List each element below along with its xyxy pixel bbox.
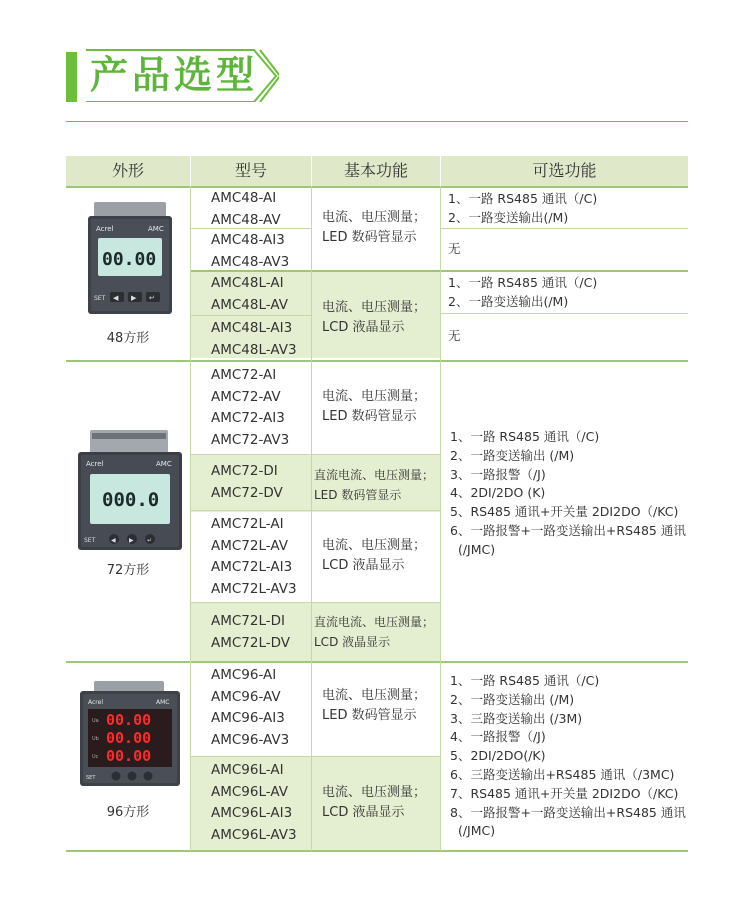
function-72l-a	[322, 536, 440, 576]
model-name: AMC72L-DV	[211, 634, 291, 651]
divider	[441, 228, 688, 229]
model-name: AMC96-AV	[211, 688, 281, 705]
divider	[66, 850, 688, 852]
model-name: AMC96-AI	[211, 667, 277, 683]
model-name: AMC72-AI3	[211, 410, 285, 426]
function-line: LCD 液晶显示	[322, 558, 405, 573]
function-line: LED 数码管显示	[322, 708, 417, 723]
model-name: AMC72L-AI3	[211, 559, 293, 575]
model-name: AMC72-DI	[211, 463, 278, 479]
option-line: 1、一路 RS485 通讯（/C)	[450, 429, 600, 444]
model-name: AMC96L-AI	[211, 762, 284, 778]
model-name: AMC72-DV	[211, 484, 283, 501]
model-name: AMC96L-AV3	[211, 826, 297, 843]
option-line: 无	[448, 328, 461, 343]
model-name: AMC48L-AV3	[211, 341, 297, 358]
function-96	[322, 686, 440, 726]
divider	[66, 661, 688, 663]
models-96l	[211, 760, 311, 846]
model-name: AMC96L-AV	[211, 783, 288, 800]
model-name: AMC48L-AI3	[211, 320, 293, 336]
device-96-led-b: 00.00	[106, 729, 152, 747]
models-48-a	[211, 188, 311, 231]
option-line: 6、三路变送输出+RS485 通讯（/3MC)	[450, 766, 675, 782]
model-name: AMC96-AI3	[211, 710, 285, 726]
option-line: (/JMC)	[450, 541, 496, 557]
model-name: AMC72-AV	[211, 388, 281, 405]
device-48-image	[88, 202, 172, 318]
divider	[66, 186, 688, 188]
function-line: LED 数码管显示	[314, 488, 402, 502]
function-48	[322, 208, 440, 248]
device-48-brand: Acrel	[96, 225, 114, 233]
model-name: AMC96-AV3	[211, 731, 290, 748]
option-line: 4、2DI/2DO (K)	[450, 485, 546, 501]
device-72-set: SET	[84, 537, 96, 544]
function-line: 电流、电压测量；	[322, 538, 427, 553]
option-line: 2、一路变送输出 (/M)	[450, 691, 575, 707]
function-72-b	[314, 465, 440, 505]
option-line: 5、RS485 通讯+开关量 2DI2DO（/KC)	[450, 504, 679, 520]
svg-text:▶: ▶	[129, 537, 134, 544]
option-line: 无	[448, 241, 461, 256]
model-name: AMC48L-AV	[211, 296, 288, 313]
divider	[440, 186, 441, 851]
options-96	[450, 672, 688, 841]
size-label-96: 96方形	[106, 805, 150, 820]
device-96-model: AMC	[156, 699, 170, 706]
options-48l-a	[448, 274, 688, 312]
options-48-a	[448, 190, 688, 228]
svg-text:↵: ↵	[149, 294, 155, 302]
function-line: 电流、电压测量；	[322, 300, 427, 315]
divider	[311, 186, 312, 851]
options-48l-b	[448, 327, 688, 346]
option-line: 2、一路变送输出(/M)	[448, 293, 569, 309]
divider	[191, 602, 440, 603]
model-name: AMC48-AV	[211, 211, 281, 228]
svg-text:↵: ↵	[147, 537, 153, 544]
device-72-image	[78, 430, 182, 554]
option-line: 1、一路 RS485 通讯（/C)	[448, 191, 598, 206]
title-divider	[66, 121, 688, 122]
divider	[190, 186, 191, 851]
model-name: AMC48-AV3	[211, 253, 290, 270]
option-line: (/JMC)	[450, 823, 496, 839]
model-name: AMC72-AV3	[211, 431, 290, 448]
option-line: 3、一路报警（/J)	[450, 466, 546, 482]
model-name: AMC72L-DI	[211, 613, 286, 629]
device-96-image	[80, 681, 180, 790]
function-line: 电流、电压测量；	[322, 688, 427, 703]
models-72-b	[211, 461, 311, 504]
models-48-b	[211, 230, 311, 273]
function-line: 电流、电压测量；	[322, 389, 427, 404]
function-line: LCD 液晶显示	[322, 320, 405, 335]
divider	[191, 510, 440, 511]
header-model: 型号	[191, 156, 311, 186]
device-96-led-c: 00.00	[106, 747, 152, 765]
option-line: 2、一路变送输出(/M)	[448, 209, 569, 225]
selection-table	[66, 156, 688, 851]
options-72	[450, 428, 688, 560]
device-72-lcd-value: 000.0	[102, 489, 160, 511]
divider	[441, 313, 688, 314]
function-line: LED 数码管显示	[322, 230, 417, 245]
function-line: 直流电流、电压测量；	[314, 615, 435, 629]
model-name: AMC96L-AI3	[211, 805, 293, 821]
function-48l	[322, 298, 440, 338]
device-48-set: SET	[94, 295, 106, 302]
function-line: 直流电流、电压测量；	[314, 468, 435, 482]
models-72l-a	[211, 514, 311, 600]
function-line: 电流、电压测量；	[322, 210, 427, 225]
model-name: AMC72-AI	[211, 367, 277, 383]
function-72-a	[322, 387, 440, 427]
device-96-unit-c: Uc	[92, 754, 99, 760]
option-line: 2、一路变送输出 (/M)	[450, 447, 575, 463]
divider	[191, 756, 440, 757]
model-name: AMC72L-AV3	[211, 580, 297, 597]
model-name: AMC72L-AI	[211, 516, 284, 532]
model-name: AMC72L-AV	[211, 537, 288, 554]
header-basic-function: 基本功能	[312, 156, 440, 186]
section-title	[66, 46, 276, 102]
model-name: AMC48-AI3	[211, 232, 285, 248]
size-label-48: 48方形	[106, 331, 150, 346]
device-96-set: SET	[86, 775, 96, 781]
option-line: 1、一路 RS485 通讯（/C)	[450, 673, 600, 688]
model-name: AMC48L-AI	[211, 275, 284, 291]
device-96-led-a: 00.00	[106, 711, 152, 729]
models-96-a	[211, 665, 311, 751]
function-line: LCD 液晶显示	[314, 635, 391, 649]
divider	[191, 454, 440, 455]
option-line: 8、一路报警+一路变送输出+RS485 通讯	[450, 804, 686, 820]
function-line: 电流、电压测量；	[322, 785, 427, 800]
option-line: 7、RS485 通讯+开关量 2DI2DO（/KC)	[450, 785, 679, 801]
header-shape: 外形	[66, 156, 190, 186]
size-label-72: 72方形	[106, 563, 150, 578]
models-48l-b	[211, 318, 311, 361]
device-72-brand: Acrel	[86, 460, 104, 468]
device-96-unit-b: Ub	[92, 736, 99, 742]
device-48-lcd-value: 00.00	[102, 249, 157, 270]
device-96-unit-a: Ua	[92, 718, 99, 724]
header-optional-function: 可选功能	[441, 156, 688, 186]
option-line: 6、一路报警+一路变送输出+RS485 通讯	[450, 522, 686, 538]
function-72l-b	[314, 612, 440, 652]
model-name: AMC48-AI	[211, 190, 277, 206]
function-line: LCD 液晶显示	[322, 805, 405, 820]
title-accent-stripe	[66, 52, 77, 102]
function-line: LED 数码管显示	[322, 409, 417, 424]
option-line: 5、2DI/2DO(/K)	[450, 748, 546, 764]
svg-text:◀: ◀	[111, 537, 116, 544]
svg-text:▶: ▶	[131, 294, 137, 302]
option-line: 1、一路 RS485 通讯（/C)	[448, 275, 598, 290]
device-72-model: AMC	[156, 460, 172, 468]
device-48-model: AMC	[148, 225, 164, 233]
divider	[66, 360, 688, 362]
device-96-brand: Acrel	[88, 699, 103, 706]
svg-text:◀: ◀	[113, 294, 119, 302]
models-48l-a	[211, 273, 311, 316]
page-title: 产品选型	[90, 53, 259, 97]
function-96l	[322, 783, 440, 823]
options-48-b	[448, 240, 688, 259]
models-72-a	[211, 365, 311, 451]
option-line: 4、一路报警（/J)	[450, 729, 546, 745]
option-line: 3、三路变送输出 (/3M)	[450, 710, 583, 726]
models-72l-b	[211, 611, 311, 654]
